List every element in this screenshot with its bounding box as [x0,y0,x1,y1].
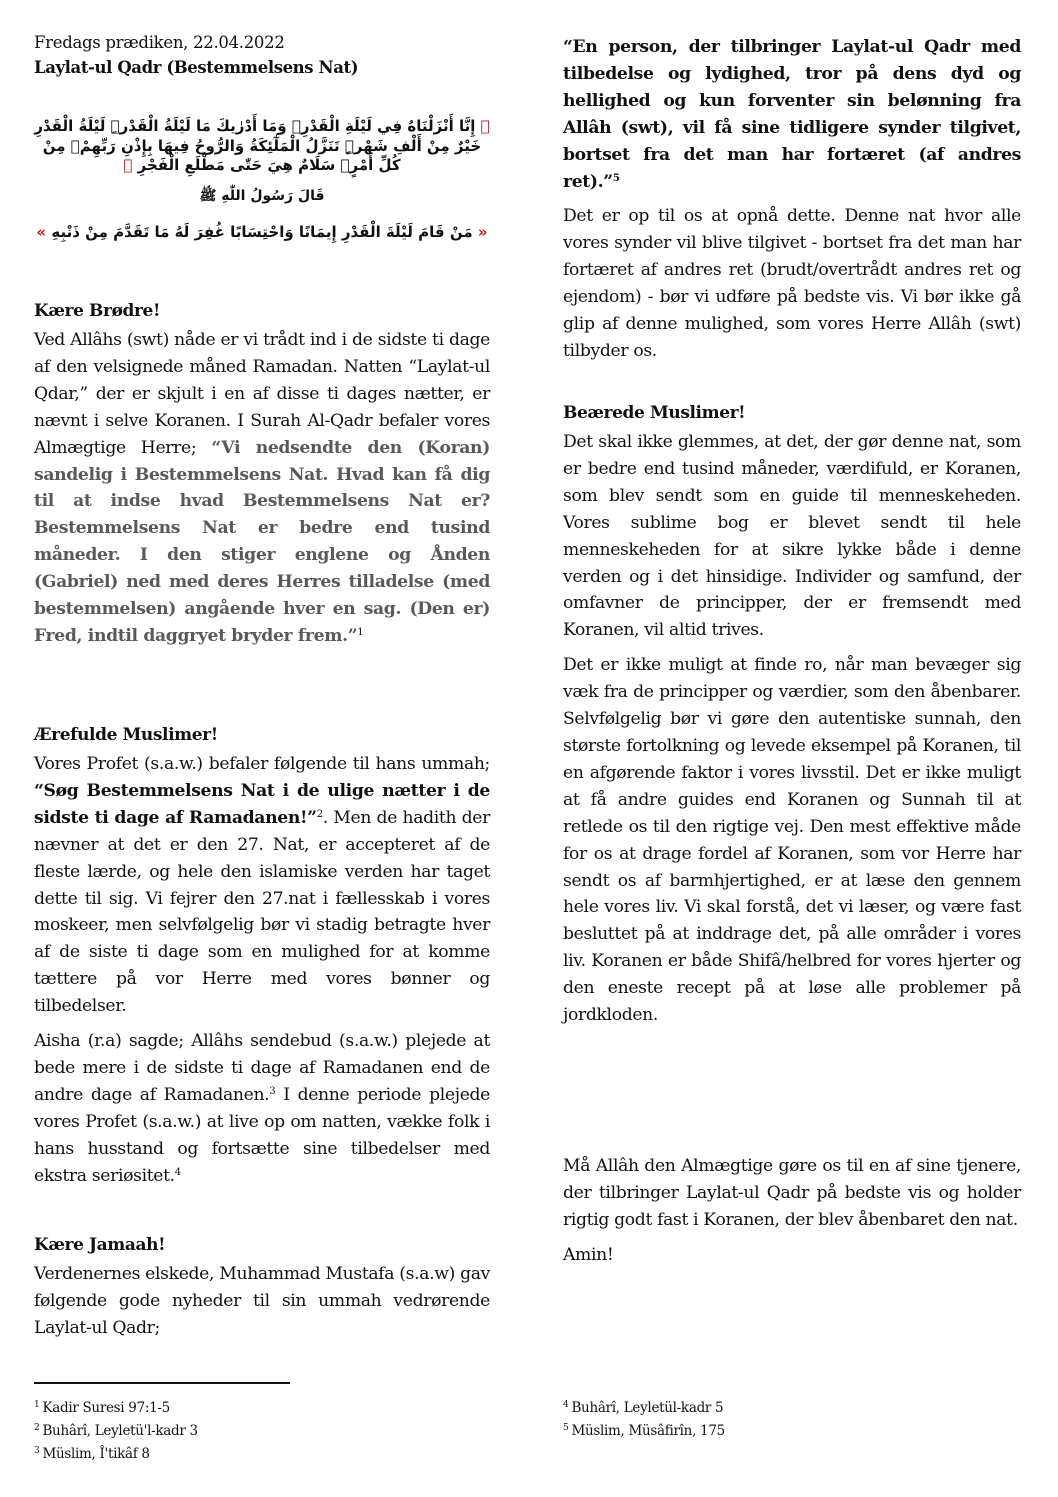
footnote-ref[interactable]: 3 [269,1085,276,1097]
right-column [563,34,1021,373]
footnote [34,1441,198,1464]
paragraph: Verdenernes elskede, Muhammad Mustafa (s.a.w) gav følgende gode nyheder til sin ummah vedrørende Laylat-ul Qadr; [34,1264,490,1338]
footnotes-right [563,1395,725,1441]
paragraph [34,751,490,1020]
footnote-number: 1 [34,1400,40,1410]
section-heading: Ærefulde Muslimer! [34,725,218,745]
sermon-date-line: Fredags prædiken, 22.04.2022 [34,33,285,52]
amin: Amin! [563,1244,614,1265]
left-column [34,298,490,658]
arabic-prophet-said: قَالَ رَسُولُ اللّٰهِ ﷺ [199,188,325,204]
footnotes-left [34,1395,198,1464]
paragraph-text: Aisha (r.a) sagde; Allâhs sendebud (s.a.w.) plejede at bede mere i de sidste ti dage af Ramadanen end de andre dage af Ramadanen. [34,1031,490,1105]
verse-close-bracket: ﴾ [123,156,133,174]
paragraph-text: I denne periode plejede vores Profet (s.a.w.) at live op om natten, vække folk i hans husstand og fortsætte sine tilbedelser med ekstra seriøsitet. [34,1084,490,1186]
footnote-number: 2 [34,1423,40,1433]
footnote-ref[interactable]: 5 [612,172,620,184]
footnote-ref[interactable]: 1 [357,626,364,638]
paragraph: Det er ikke muligt at finde ro, når man bevæger sig væk fra de principper og værdier, som den åbenbarer. Selvfølgelig bør vi gøre den autentiske sunnah, den største fortolkning og levede eksempel på Koranen, til en afgørende faktor i vores livsstil. Det er ikke muligt at få andre guides end Koranen og Sunnah til at retlede os til den rigtige vej. Den mest effektive måde for os at drage fordel af Koranen, som vor Herre har sendt os af barmhjertighed, er at læse den gennem hele vores liv. Vi skal forstå, det vi læser, og være fast besluttet på at inddrage det, på alle områder i vores liv. Koranen er både Shifâ/helbred for vores hjerter og den eneste recept på at løse alle problemer på jordkloden. [563,655,1021,1026]
right-column-section-4 [563,400,1021,1037]
hadith-quote: “En person, der tilbringer Laylat-ul Qadr med tilbedelse og lydighed, tror på dens dyd og hellighed og kun forventer sin belønning fra Allâh (swt), vil få sine tidligere synder tilgivet, bortset fra det man har fortæret (af andres ret).” [563,37,1021,192]
closing-prayer: Må Allâh den Almægtige gøre os til en af sine tjenere, der tilbringer Laylat-ul Qadr på bedste vis og holder rigtig godt fast i Koranen, der blev åbenbaret den nat. [563,1156,1021,1230]
hadith-close-quote: » [36,223,47,241]
paragraph-text: Vores Profet (s.a.w.) befaler følgende til hans ummah; [34,754,490,774]
footnote-text: Müslim, Müsâfirîn, 175 [571,1423,725,1439]
paragraph: Det er op til os at opnå dette. Denne nat hvor alle vores synder vil blive tilgivet - bortset fra det man har fortæret af andres ret (brudt/overtrådt andres ret og ejendom) - bør vi udføre på bedste vis. Vi bør ikke gå glip af denne mulighed, som vores Herre Allâh (swt) tilbyder os. [563,206,1021,361]
paragraph-text: Ved Allâhs (swt) nåde er vi trådt ind i de sidste ti dage af den velsignede måned Ramadan. Natten “Laylat-ul Qdar,” der er skjult i en af disse ti dages nætter, er nævnt i selve Koranen. I Surah Al-Qadr befaler vores Almægtige Herre; [34,330,490,458]
footnote-number: 3 [34,1446,40,1456]
hadith-quote: “Søg Bestemmelsens Nat i de ulige nætter i de sidste ti dage af Ramadanen!” [34,780,490,828]
arabic-quran-verse [34,117,490,176]
paragraph [34,1028,490,1189]
section-heading: Kære Jamaah! [34,1235,166,1255]
hadith-open-quote: « [477,223,488,241]
footnote-ref[interactable]: 4 [174,1166,181,1178]
hadith-quote-paragraph [563,34,1021,195]
footnote [563,1395,725,1418]
footnote-number: 5 [563,1423,569,1433]
paragraph [34,327,490,650]
left-column-section-3 [34,1232,490,1350]
footnote [34,1395,198,1418]
verse-open-bracket: ﴿ [480,117,490,135]
right-column-closing [563,1153,1021,1277]
footnote-text: Müslim, Î'tikâf 8 [42,1446,150,1462]
footnote [34,1418,198,1441]
hadith-text: مَنْ قَامَ لَيْلَةَ الْقَدْرِ إِيمَانًا وَاحْتِسَابًا غُفِرَ لَهُ مَا تَقَدَّمَ مِنْ ذَنْبِهِ [51,223,473,241]
quran-quote: “Vi nedsendte den (Koran) sandelig i Bestemmelsens Nat. Hvad kan få dig til at indse hvad Bestemmelsens Nat er? Bestemmelsens Nat er bedre end tusind måneder. I den stiger englene og Ånden (Gabriel) ned med deres Herres tilladelse (med bestemmelsen) angående hver en sag. (Den er) Fred, indtil daggryet bryder frem.” [34,437,490,646]
verse-text: إِنَّا أَنْزَلْنَاهُ فِي لَيْلَةِ الْقَدْرِۚ وَمَا أَدْرٰيكَ مَا لَيْلَةُ الْقَدْرِۜ لَيْلَةُ الْقَدْرِ خَيْرٌ مِنْ أَلْفِ شَهْرٍۜ تَنَزَّلُ الْمَلٰٓئِكَةُ وَالرُّوحُ فِيهَا بِإِذْنِ رَبِّهِمْۚ مِنْ كُلِّ أَمْرٍۙ سَلَامٌ هِيَ حَتّٰى مَطْلَعِ الْفَجْرِ [34,117,482,174]
section-heading: Beærede Muslimer! [563,403,746,423]
left-column-section-2 [34,722,490,1198]
paragraph-text: . Men de hadith der nævner at det er den 27. Nat, er accepteret af de fleste lærde, og hele den islamiske verden har taget dette til sig. Vi fejrer den 27.nat i fællesskab i vores moskeer, men selvfølgelig bør vi stadig betragte hver af de siste ti dage som en mulighed for at komme tættere på vor Herre med vores bønner og tilbedelser. [34,807,490,1017]
footnote [563,1418,725,1441]
footnote-text: Buhârî, Leyletü'l-kadr 3 [42,1423,198,1439]
arabic-hadith [34,223,490,243]
footnote-number: 4 [563,1400,569,1410]
section-heading: Kære Brødre! [34,301,161,321]
footnote-text: Buhârî, Leyletül-kadr 5 [571,1400,724,1416]
footnote-text: Kadir Suresi 97:1-5 [42,1400,170,1416]
paragraph: Det skal ikke glemmes, at det, der gør denne nat, som er bedre end tusind måneder, værdifuld, er Koranen, som blev sendt som en guide til menneskeheden. Vores sublime bog er blevet sendt til hele menneskeheden for at sikre lykke både i denne verden og i det hinsidige. Individer og samfund, der omfavner de principper, der er fremsendt med Koranen, vil altid trives. [563,432,1021,641]
footnote-separator [34,1382,290,1384]
footnote-ref[interactable]: 2 [316,808,323,820]
sermon-title: Laylat-ul Qadr (Bestemmelsens Nat) [34,58,359,77]
